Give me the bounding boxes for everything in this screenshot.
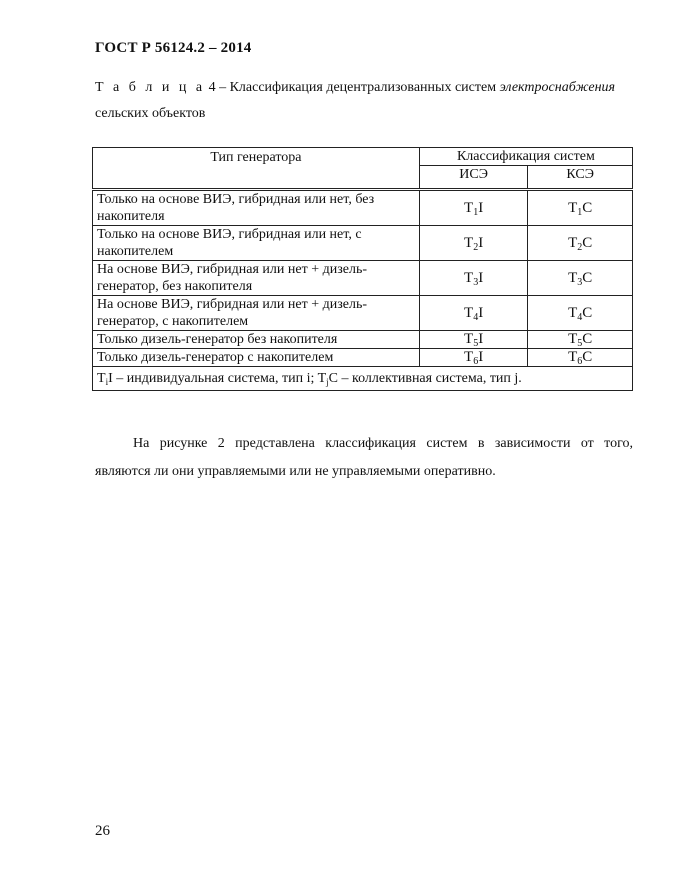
row-name: Только на основе ВИЭ, гибридная или нет, с накопителем xyxy=(93,226,420,261)
body-paragraph xyxy=(95,430,633,486)
row-name: Только дизель-генератор без накопителя xyxy=(93,331,420,349)
table-row xyxy=(93,331,633,349)
table-row xyxy=(93,261,633,296)
caption-dash: – xyxy=(219,80,227,95)
row-ise-code: $T_3I$ xyxy=(419,261,528,296)
row-name: На основе ВИЭ, гибридная или нет + дизель-генератор, без накопителя xyxy=(93,261,420,296)
caption-italic: электроснабжения xyxy=(499,80,616,95)
row-kse-code: $T_1C$ xyxy=(528,190,633,226)
table-note: $T_iI$ – индивидуальная система, тип i; $T_jC$ – коллективная система, тип j. xyxy=(93,367,633,391)
row-ise-code: $T_4I$ xyxy=(419,296,528,331)
row-kse-code: $T_3C$ xyxy=(528,261,633,296)
table-row xyxy=(93,349,633,367)
header-generator-type: Тип генератора xyxy=(93,148,420,190)
row-name: Только на основе ВИЭ, гибридная или нет, без накопителя xyxy=(93,190,420,226)
table-row xyxy=(93,226,633,261)
row-ise-code: $T_2I$ xyxy=(419,226,528,261)
row-kse-code: $T_6C$ xyxy=(528,349,633,367)
table-note-row xyxy=(93,367,633,391)
row-ise-code: $T_5I$ xyxy=(419,331,528,349)
caption-text: Классификация децентрализованных систем xyxy=(229,80,497,95)
table-caption xyxy=(95,75,635,127)
header-kse: КСЭ xyxy=(528,166,633,190)
row-ise-code: $T_6I$ xyxy=(419,349,528,367)
row-name: Только дизель-генератор с накопителем xyxy=(93,349,420,367)
classification-table xyxy=(92,147,633,391)
row-kse-code: $T_5C$ xyxy=(528,331,633,349)
caption-line2: сельских объектов xyxy=(95,106,206,121)
caption-lead: Т а б л и ц а xyxy=(95,80,206,95)
paragraph-line2: являются ли они управляемыми или не управляемыми оперативно. xyxy=(95,464,496,479)
row-kse-code: $T_2C$ xyxy=(528,226,633,261)
row-kse-code: $T_4C$ xyxy=(528,296,633,331)
header-ise: ИСЭ xyxy=(419,166,528,190)
table-row xyxy=(93,190,633,226)
row-ise-code: $T_1I$ xyxy=(419,190,528,226)
row-name: На основе ВИЭ, гибридная или нет + дизель-генератор, с накопителем xyxy=(93,296,420,331)
table-row xyxy=(93,296,633,331)
document-header: ГОСТ Р 56124.2 – 2014 xyxy=(95,40,252,56)
page-number: 26 xyxy=(95,823,110,839)
caption-number: 4 xyxy=(208,80,216,95)
header-classification: Классификация систем xyxy=(419,148,632,166)
paragraph-line1: На рисунке 2 представлена классификация систем в зависимости от того, xyxy=(133,436,633,451)
